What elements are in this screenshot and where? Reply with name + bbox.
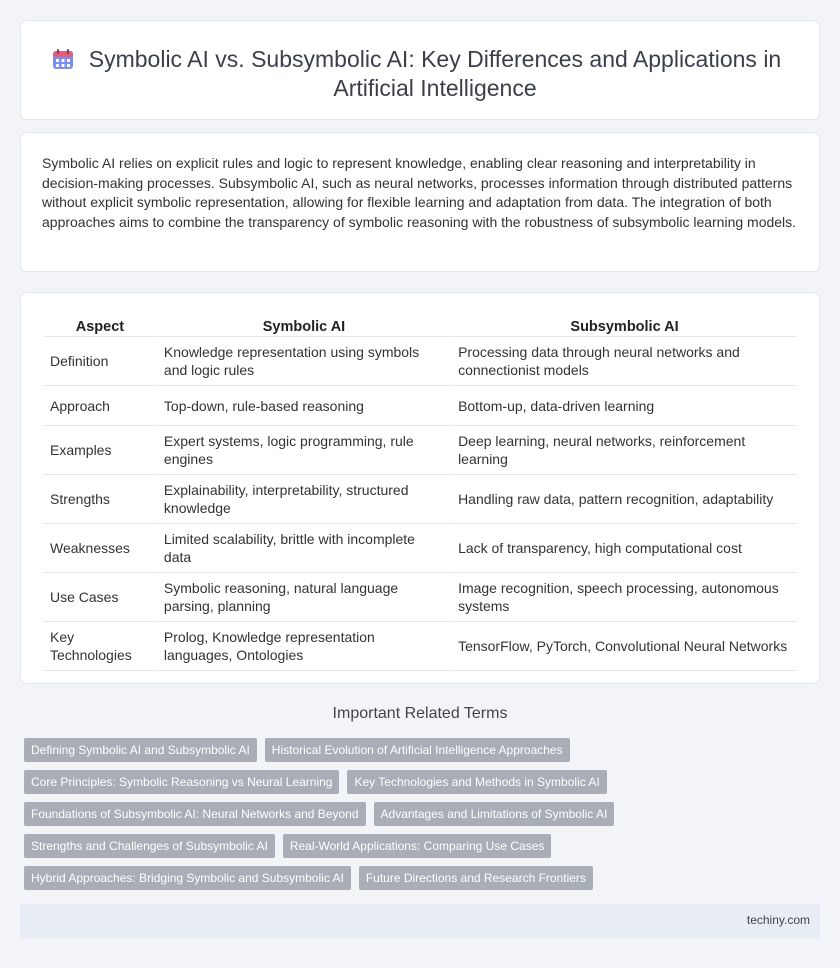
related-terms-heading: Important Related Terms — [332, 705, 508, 722]
related-term-tag[interactable]: Key Technologies and Methods in Symbolic AI — [347, 770, 606, 794]
footer-site-link[interactable]: techiny.com — [746, 913, 810, 927]
table-row — [44, 573, 797, 622]
page-title: Symbolic AI vs. Subsymbolic AI: Key Differences and Applications in Artificial Intelligence — [88, 46, 782, 101]
table-cell: TensorFlow, PyTorch, Convolutional Neural Networks — [452, 622, 797, 671]
table-cell: Examples — [44, 426, 156, 475]
related-term-tag[interactable]: Strengths and Challenges of Subsymbolic AI — [24, 834, 275, 858]
table-cell: Lack of transparency, high computational cost — [452, 524, 797, 573]
related-term-tag[interactable]: Core Principles: Symbolic Reasoning vs Neural Learning — [24, 770, 339, 794]
intro-card — [20, 132, 820, 272]
related-term-tag[interactable]: Advantages and Limitations of Symbolic AI — [374, 802, 615, 826]
table-row — [44, 426, 797, 475]
footer — [20, 904, 820, 938]
related-term-tag[interactable]: Historical Evolution of Artificial Intelligence Approaches — [265, 738, 570, 762]
table-row — [44, 524, 797, 573]
title-card — [20, 20, 820, 120]
intro-paragraph: Symbolic AI relies on explicit rules and logic to represent knowledge, enabling clear reasoning and interpretability in decision-making processes. Subsymbolic AI, such as neural networks, processes information through distributed patterns without explicit symbolic representation, allowing for flexible learning and adaptation from data. The integration of both approaches aims to combine the transparency of symbolic reasoning with the robustness of subsymbolic learning models. — [42, 155, 797, 230]
table-cell: Limited scalability, brittle with incomplete data — [158, 524, 450, 573]
table-cell: Image recognition, speech processing, autonomous systems — [452, 573, 797, 622]
related-terms-list — [24, 738, 624, 898]
table-cell: Strengths — [44, 475, 156, 524]
comparison-card — [20, 292, 820, 684]
related-term-tag[interactable]: Defining Symbolic AI and Subsymbolic AI — [24, 738, 257, 762]
column-header-aspect: Aspect — [44, 315, 156, 337]
table-cell: Handling raw data, pattern recognition, adaptability — [452, 475, 797, 524]
related-term-tag[interactable]: Real-World Applications: Comparing Use Cases — [283, 834, 552, 858]
related-term-tag[interactable]: Hybrid Approaches: Bridging Symbolic and Subsymbolic AI — [24, 866, 351, 890]
table-cell: Use Cases — [44, 573, 156, 622]
column-header-symbolic: Symbolic AI — [158, 315, 450, 337]
column-header-subsymbolic: Subsymbolic AI — [452, 315, 797, 337]
table-cell: Top-down, rule-based reasoning — [158, 386, 450, 426]
table-header-row — [44, 315, 797, 337]
table-cell: Expert systems, logic programming, rule engines — [158, 426, 450, 475]
table-row — [44, 622, 797, 671]
table-row — [44, 475, 797, 524]
table-cell: Explainability, interpretability, structured knowledge — [158, 475, 450, 524]
table-cell: Key Technologies — [44, 622, 156, 671]
table-cell: Prolog, Knowledge representation languages, Ontologies — [158, 622, 450, 671]
related-term-tag[interactable]: Future Directions and Research Frontiers — [359, 866, 593, 890]
table-cell: Weaknesses — [44, 524, 156, 573]
comparison-table — [42, 315, 799, 671]
table-cell: Symbolic reasoning, natural language parsing, planning — [158, 573, 450, 622]
table-row — [44, 337, 797, 386]
table-cell: Deep learning, neural networks, reinforcement learning — [452, 426, 797, 475]
table-cell: Processing data through neural networks and connectionist models — [452, 337, 797, 386]
table-cell: Definition — [44, 337, 156, 386]
table-row — [44, 386, 797, 426]
table-cell: Knowledge representation using symbols and logic rules — [158, 337, 450, 386]
table-cell: Bottom-up, data-driven learning — [452, 386, 797, 426]
related-term-tag[interactable]: Foundations of Subsymbolic AI: Neural Networks and Beyond — [24, 802, 366, 826]
table-cell: Approach — [44, 386, 156, 426]
